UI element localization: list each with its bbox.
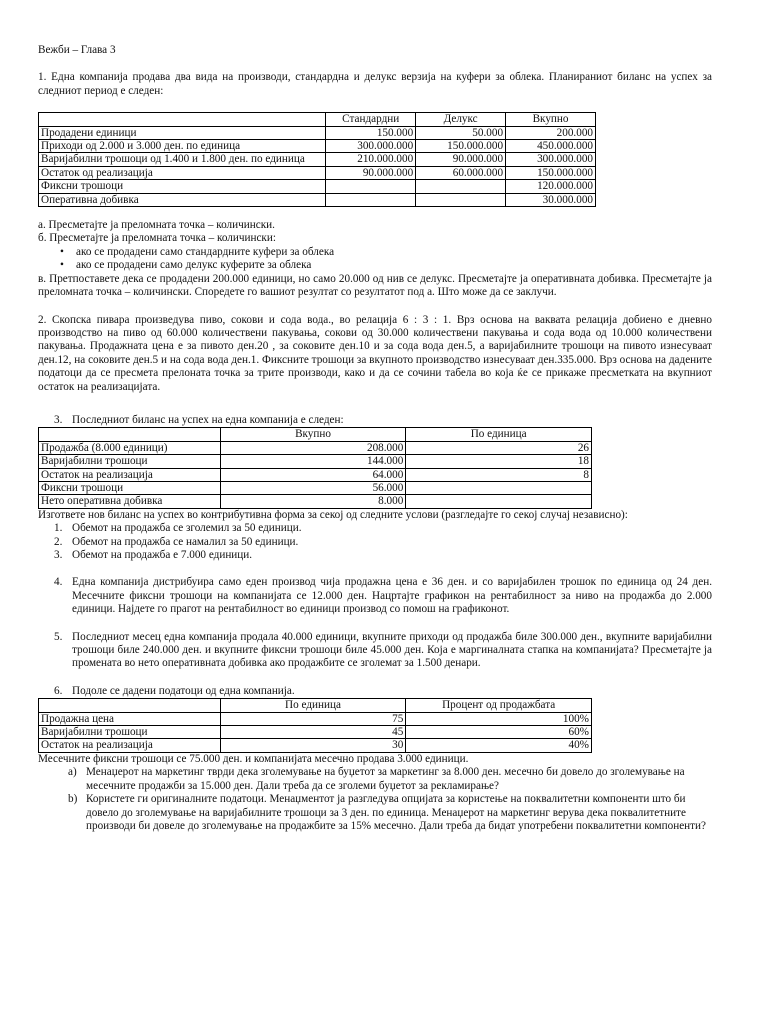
q5-item <box>38 631 712 671</box>
cell: 50.000 <box>416 126 506 139</box>
item-number: 3. <box>54 549 63 561</box>
row-label: Варијабилни трошоци <box>39 455 221 468</box>
q1-part-a: а. Пресметајте ја преломната точка – количински. <box>38 219 275 232</box>
table-header-row <box>39 113 596 126</box>
item-number: 6. <box>54 684 63 697</box>
row-label: Варијабилни трошоци од 1.400 и 1.800 ден. по единица <box>39 153 326 166</box>
table-row <box>39 140 596 153</box>
q6-intro <box>38 685 712 698</box>
cell: 200.000 <box>506 126 596 139</box>
table-row <box>39 455 592 468</box>
cell: 120.000.000 <box>506 180 596 193</box>
table-row <box>39 441 592 454</box>
cell: 90.000.000 <box>326 166 416 179</box>
cell: 26 <box>406 441 592 454</box>
table-row <box>39 180 596 193</box>
table-row <box>39 712 592 725</box>
item-number: 2. <box>54 535 63 548</box>
row-label: Варијабилни трошоци <box>39 726 221 739</box>
item-number: b) <box>68 793 78 806</box>
table-row <box>39 166 596 179</box>
table-row <box>39 126 596 139</box>
q1-intro: 1. Една компанија продава два вида на производи, стандардна и делукс верзија на куфери за облека. Планираниот биланс на успех за следниот период е следен: <box>38 71 712 97</box>
q6-after-text: Месечните фиксни трошоци се 75.000 ден. и компанијата месечно продава 3.000 единици. <box>38 752 469 765</box>
table-row <box>39 495 592 508</box>
item-text: Користете ги оригиналните податоци. Менаџментот ја разгледува опцијата за користење на поквалитетни компоненти што би довело до зголемување на варијабилните трошоци за 3 ден. по единица. Менаџерот на маркетинг верува дека поквалитетните производи би довеле до зголемување на продажбите за 15% месечно. Дали треба да бидат употребени поквалитетни компоненти? <box>86 793 706 832</box>
cell: 450.000.000 <box>506 140 596 153</box>
cell <box>326 193 416 206</box>
header-cell <box>39 113 326 126</box>
item-number: 5. <box>54 630 63 643</box>
header-cell: Стандардни <box>326 113 416 126</box>
list-item <box>38 766 712 793</box>
row-label: Остаток од реализација <box>39 166 326 179</box>
cell: 60% <box>406 726 592 739</box>
cell: 30 <box>220 739 406 752</box>
table-row <box>39 153 596 166</box>
cell: 56.000 <box>220 481 406 494</box>
row-label: Приходи од 2.000 и 3.000 ден. по единица <box>39 140 326 153</box>
q1-table <box>38 112 596 207</box>
item-number: 1. <box>54 522 63 535</box>
cell: 150.000.000 <box>506 166 596 179</box>
item-text: Обемот на продажба се намалил за 50 единици. <box>72 535 299 548</box>
item-text: Менаџерот на маркетинг тврди дека зголемување на буџетот за маркетинг за 8.000 ден. месечно би довело до зголемување на месечните продажби за 15.000 ден. Дали треба да се зголеми буџетот за рекламирање? <box>86 766 685 792</box>
cell: 150.000 <box>326 126 416 139</box>
header-cell: По единица <box>220 699 406 712</box>
row-label: Остаток на реализација <box>39 468 221 481</box>
q2-text: 2. Скопска пивара произведува пиво, сокови и сода вода., во релација 6 : 3 : 1. Врз основа на ваквата релација добиено е дневно производство на пиво од 60.000 количествени пакувања, сокови од 30.000 количествени пакувања и сода вода од 10.000 количествени пакувања. Продажната цена е за пивото ден.20 , за соковите ден.10 и за сода вода ден.5, а варијабилните трошоци на пивото изнесуваат ден.12, на соковите ден.5 и на сода вода ден.1. Фиксните трошоци за вкупното производство изнесуваат ден.335.000. Врз основа на дадените податоци да се пресмета прелоната точка за трите производи, како и да се сочини табела во која ќе се прикаже пресметката на вкупниот остаток на реализацијата. <box>38 313 712 393</box>
list-item <box>38 522 712 535</box>
cell: 100% <box>406 712 592 725</box>
header-cell: Процент од продажбата <box>406 699 592 712</box>
cell: 8.000 <box>220 495 406 508</box>
q6-table <box>38 698 592 753</box>
document-page <box>38 44 712 833</box>
row-label: Фиксни трошоци <box>39 481 221 494</box>
row-label: Продадени единици <box>39 126 326 139</box>
item-text: Обемот на продажба се зголемил за 50 единици. <box>72 522 302 535</box>
table-header-row <box>39 699 592 712</box>
table-row <box>39 726 592 739</box>
q1-part-b: б. Пресметајте ја преломната точка – количински: <box>38 232 276 245</box>
page-title: Вежби – Глава 3 <box>38 44 116 56</box>
cell <box>416 180 506 193</box>
item-text: Подоле се дадени податоци од една компанија. <box>72 684 295 697</box>
list-item: • ако се продадени само делукс куферите за облека <box>38 259 712 272</box>
table-row <box>39 481 592 494</box>
table-row <box>39 193 596 206</box>
item-text: Последниот месец една компанија продала 40.000 единици, вкупните приходи од продажба биле 300.000 ден., вкупните варијабилни трошоци биле 240.000 ден. и вкупните фиксни трошоци биле 45.000 ден. Која е маргиналната стапка на компанијата? Пресметајте ја промената во нето оперативната добивка ако продажбите се зголемат за 1.500 денари. <box>72 630 712 670</box>
q3-intro <box>38 414 712 427</box>
row-label: Нето оперативна добивка <box>39 495 221 508</box>
row-label: Остаток на реализација <box>39 739 221 752</box>
cell: 150.000.000 <box>416 140 506 153</box>
table-row <box>39 739 592 752</box>
cell: 90.000.000 <box>416 153 506 166</box>
q3-table <box>38 427 592 508</box>
item-text: Една компанија дистрибуира само еден производ чија продажна цена е 36 ден. и со варијабилен трошок по единица од 24 ден. Месечните фиксни трошоци на компанијата се 12.000 ден. Нацртајте графикон на рентабилност за ниво на продажба до 2.000 единици. Најдете го прагот на рентабилност во единици производ со помош на графиконот. <box>72 576 712 616</box>
cell: 8 <box>406 468 592 481</box>
cell <box>406 481 592 494</box>
header-cell: Вкупно <box>220 428 406 441</box>
cell: 40% <box>406 739 592 752</box>
q3-instruction: Изгответе нов биланс на успех во контрибутивна форма за секој од следните услови (разгледајте го секој случај независно): <box>38 508 628 521</box>
row-label: Продажба (8.000 единици) <box>39 441 221 454</box>
header-cell: Делукс <box>416 113 506 126</box>
cell: 75 <box>220 712 406 725</box>
cell <box>406 495 592 508</box>
q1-part-v: в. Претпоставете дека се продадени 200.000 единици, но само 20.000 од нив се делукс. Пресметајте ја оперативната добивка. Пресметајте ја преломната точка – количински. Споредете го вашиот резултат со резултатот под а. Што може да се заклучи. <box>38 272 712 299</box>
row-label: Продажна цена <box>39 712 221 725</box>
cell: 18 <box>406 455 592 468</box>
item-number: 3. <box>54 413 63 426</box>
list-item <box>38 536 712 549</box>
row-label: Оперативна добивка <box>39 193 326 206</box>
item-number: a) <box>68 766 77 779</box>
header-cell <box>39 699 221 712</box>
list-item: • ако се продадени само стандардните куфери за облека <box>38 246 712 259</box>
row-label: Фиксни трошоци <box>39 180 326 193</box>
cell: 300.000.000 <box>506 153 596 166</box>
cell: 30.000.000 <box>506 193 596 206</box>
cell: 300.000.000 <box>326 140 416 153</box>
cell: 64.000 <box>220 468 406 481</box>
q1-bullet-list <box>38 246 712 273</box>
cell: 144.000 <box>220 455 406 468</box>
cell: 208.000 <box>220 441 406 454</box>
cell <box>416 193 506 206</box>
q4-item <box>38 576 712 616</box>
header-cell: Вкупно <box>506 113 596 126</box>
cell: 60.000.000 <box>416 166 506 179</box>
header-cell <box>39 428 221 441</box>
cell: 45 <box>220 726 406 739</box>
table-header-row <box>39 428 592 441</box>
item-number: 4. <box>54 576 63 589</box>
cell: 210.000.000 <box>326 153 416 166</box>
list-item <box>38 793 712 833</box>
list-item <box>38 549 712 562</box>
item-text: Обемот на продажба е 7.000 единици. <box>72 549 253 561</box>
table-row <box>39 468 592 481</box>
header-cell: По единица <box>406 428 592 441</box>
cell <box>326 180 416 193</box>
item-text: Последниот биланс на успех на една компанија е следен: <box>72 413 344 426</box>
